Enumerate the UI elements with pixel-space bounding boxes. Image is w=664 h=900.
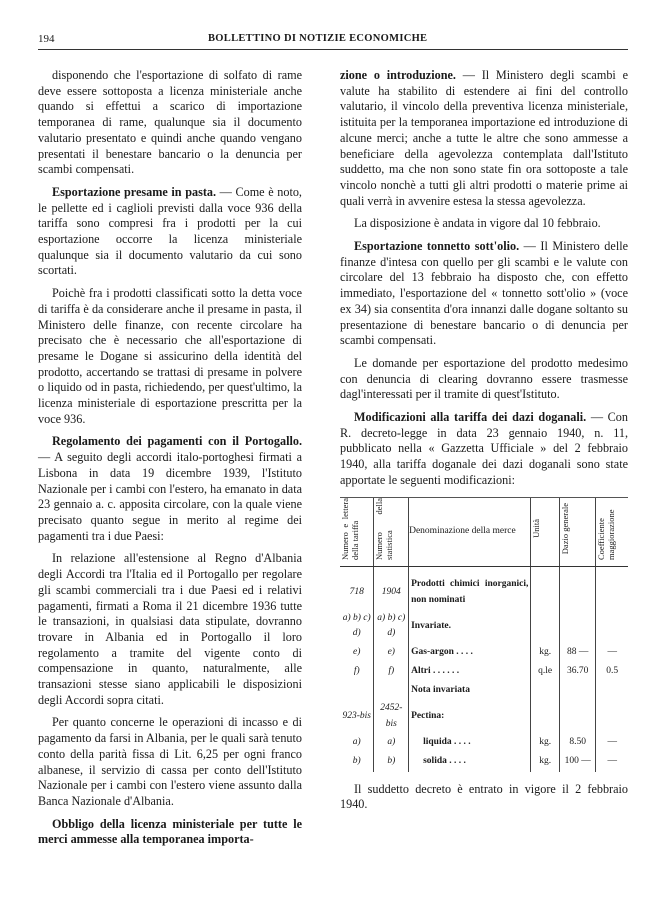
- column-header-label: Unità: [531, 519, 542, 539]
- table-row: [340, 610, 628, 643]
- table-cell: 2452-bis: [374, 700, 409, 733]
- table-cell: [559, 567, 596, 610]
- table-cell: kg.: [531, 753, 560, 772]
- table-cell: [596, 681, 628, 700]
- paragraph: [340, 356, 628, 403]
- paragraph-text: Per quanto concerne le operazioni di incasso e di pagamento da farsi in Albania, per le quali sarà tenuto conto della parità fissa di Lit. 6,25 per ogni franco albanese, il servizio di cassa per conto dell'Istituto Nazionale per i cambi con l'estero viene assunto dalla Banca Nazionale d'Albania.: [38, 715, 302, 808]
- table-cell: f): [374, 662, 409, 681]
- table-cell: [340, 681, 374, 700]
- tariff-table: [340, 497, 628, 772]
- paragraph-text: — Il Ministero degli scambi e valute ha stabilito di estendere ai fini del controllo valutario, il vincolo della preventiva licenza ministeriale, istituita per la temporanea importazione ed introduzione di alcune merci; anche a tutte le altre che sono ammesse a beneficiare della agevolezza contemplata dall'Istituto suddetto, ma che non sono state fin ora sottoposte a tale vincolo nonchè a tutti gli altri prodotti o materie prime ai quali verrà in avvenire estesa la stessa agevolezza.: [340, 68, 628, 208]
- right-column: [340, 68, 628, 820]
- column-header: [409, 497, 531, 567]
- paragraph-text: disponendo che l'esportazione di solfato di rame deve essere sottoposta a licenza ministeriale anche quando si effettui a scarico di importazione temporanea di rame, qualunque sia il documento valutario presentato e quindi anche quando vengano presentati il benestare bancario o la denuncia per scambi compensati.: [38, 68, 302, 177]
- section-heading: Esportazione tonnetto sott'olio.: [354, 239, 520, 254]
- paragraph-text: In relazione all'estensione al Regno d'Albania degli Accordi tra l'Italia ed il Portogallo per regolare gli scambi commerciali tra i due Paesi ed i relativi pagamenti, firmati a Roma il 21 dicembre 1936 tutte le transazioni, in qualsiasi data stipulate, dovranno trovare in Albania ed in Portogallo il loro regolamento a tramite del vigente conto di compensazione in quanto, naturalmente, alle transazioni stesse siano applicabili le disposizioni degli Accordi sopra citati.: [38, 551, 302, 707]
- paragraph: [38, 286, 302, 427]
- paragraph: [38, 551, 302, 708]
- table-cell: 36.70: [559, 662, 596, 681]
- section-heading: zione o introduzione.: [340, 68, 456, 82]
- column-header: [596, 497, 628, 567]
- paragraph-text: — Con R. decreto-legge in data 23 gennaio 1940, n. 11, pubblicato nella « Gazzetta Ufficiale » del 2 febbraio 1940, alla tariffa doganale dei dazi doganali sono state apportate le seguenti modificazioni:: [340, 410, 628, 487]
- table-cell: a): [352, 737, 361, 748]
- table-cell: —: [596, 734, 628, 753]
- table-row: [340, 643, 628, 662]
- column-header-label: Coefficiente maggiorazione: [596, 509, 617, 560]
- journal-title: BOLLETTINO DI NOTIZIE ECONOMICHE: [208, 33, 428, 44]
- paragraph: [340, 68, 628, 209]
- paragraph: [38, 185, 302, 279]
- paragraph: [38, 817, 302, 848]
- table-cell: [559, 610, 596, 643]
- table-cell: 100 —: [559, 753, 596, 772]
- table-cell: b): [374, 753, 409, 772]
- paragraph-text: Poichè fra i prodotti classificati sotto la detta voce di tariffa è da considerare anche il presame in pasta, il Ministero delle finanze, con recente circolare ha precisato che è necessario che all'esportazione di presame le Dogane si assicurino della identità del prodotto, accertando se trattasi di presame in polvere o liquido od in pasta, richiedendo, per quest'ultimo, la licenza ministeriale di esportazione prescritta per la voce 936.: [38, 286, 302, 426]
- table-row: [340, 567, 628, 610]
- table-cell: —: [596, 643, 628, 662]
- closing-paragraph: Il suddetto decreto è entrato in vigore il 2 febbraio 1940.: [340, 781, 628, 812]
- running-header: [38, 33, 628, 50]
- section-heading: Modificazioni alla tariffa dei dazi doganali.: [354, 410, 587, 425]
- table-cell: q.le: [531, 662, 560, 681]
- left-column: [38, 68, 302, 855]
- table-cell: [531, 681, 560, 700]
- table-cell: kg.: [531, 643, 560, 662]
- table-row: [340, 734, 628, 753]
- column-header: [340, 497, 374, 567]
- table-cell: e): [374, 643, 409, 662]
- paragraph: [340, 239, 628, 349]
- column-header-label: Numero e lettera della tariffa: [340, 497, 360, 560]
- table-cell: 8.50: [559, 734, 596, 753]
- table-header-row: [340, 497, 628, 567]
- paragraph-text: Le domande per esportazione del prodotto medesimo con denuncia di clearing dovranno essere trasmesse dagl'interessati per il tramite di quest'Istituto.: [340, 355, 628, 402]
- table-row: [340, 662, 628, 681]
- table-cell: 0.5: [596, 662, 628, 681]
- table-cell: 88 —: [559, 643, 596, 662]
- table-cell: 1904: [374, 567, 409, 610]
- table-cell: Pectina:: [409, 700, 531, 733]
- paragraph-text: — A seguito degli accordi italo-portoghesi firmati a Lisbona in data 19 dicembre 1939, l'Istituto Nazionale per i cambi con l'estero, ha emanato in data 23 gennaio a. c. apposita circolare, con la quale viene precisato quanto segue in merito al regime dei pagamenti tra i due Paesi:: [38, 450, 302, 543]
- table-cell: Altri . . . . . .: [409, 662, 531, 681]
- table-row: [340, 753, 628, 772]
- paragraph: [38, 68, 302, 178]
- table-row: [340, 681, 628, 700]
- page-number: 194: [38, 33, 55, 45]
- table-cell: [596, 700, 628, 733]
- paragraph-text: — Il Ministero delle finanze d'intesa con quello per gli scambi e le valute con circolare del 13 febbraio ha disposto che, con effetto immediato, l'esportazione del « tonnetto sott'olio » (voce ex 34) sia consentita d'ora innanzi dalle dogane soltanto su presentazione di benestare bancario o di denuncia per scambi compensati.: [340, 239, 628, 348]
- table-cell: f): [353, 665, 360, 676]
- column-header-label: Dazio generale: [559, 502, 570, 555]
- paragraph: [340, 410, 628, 489]
- right-column-text: [340, 68, 628, 489]
- table-cell: e): [353, 646, 361, 657]
- table-cell: b): [352, 756, 361, 767]
- table-cell: [374, 681, 409, 700]
- paragraph-text: — Come è noto, le pellette ed i caglioli previsti dalla voce 936 della tariffa sono compresi fra i prodotti per la cui esportazione occorre la licenza ministeriale qualunque sia il documento valutario da cui sono scortati.: [38, 184, 302, 278]
- section-heading: Obbligo della licenza ministeriale per tutte le merci ammesse alla temporanea importa-: [38, 816, 302, 847]
- table-cell: [531, 610, 560, 643]
- table-cell: —: [596, 753, 628, 772]
- table-cell: a): [374, 734, 409, 753]
- table-cell: [531, 700, 560, 733]
- column-header-label: Denominazione della merce: [409, 526, 516, 537]
- table-cell: [531, 567, 560, 610]
- table-cell: a) b) c) d): [342, 612, 371, 639]
- table-cell: [596, 567, 628, 610]
- table-cell: kg.: [531, 734, 560, 753]
- table-cell: 718: [349, 587, 364, 598]
- section-heading: Esportazione presame in pasta.: [52, 184, 217, 199]
- table-row: [340, 700, 628, 733]
- table-cell: 923-bis: [342, 710, 371, 721]
- paragraph: [340, 216, 628, 232]
- section-heading: Regolamento dei pagamenti con il Portogallo.: [52, 434, 302, 449]
- paragraph: [38, 715, 302, 809]
- column-header: [531, 497, 560, 567]
- table-cell: [596, 610, 628, 643]
- paragraph: [38, 434, 302, 544]
- table-cell: Invariate.: [409, 610, 531, 643]
- table-cell: liquida . . . .: [409, 734, 531, 753]
- column-header-label: Numero della statistica: [374, 497, 395, 560]
- table-cell: Nota invariata: [409, 681, 531, 700]
- table-cell: a) b) c) d): [374, 610, 409, 643]
- table-cell: solida . . . .: [409, 753, 531, 772]
- table-cell: Gas-argon . . . .: [409, 643, 531, 662]
- column-header: [374, 497, 409, 567]
- table-cell: [559, 681, 596, 700]
- table-cell: Prodotti chimici inorganici, non nominati: [409, 567, 531, 610]
- table-cell: [559, 700, 596, 733]
- paragraph-text: La disposizione è andata in vigore dal 10 febbraio.: [354, 216, 601, 231]
- column-header: [559, 497, 596, 567]
